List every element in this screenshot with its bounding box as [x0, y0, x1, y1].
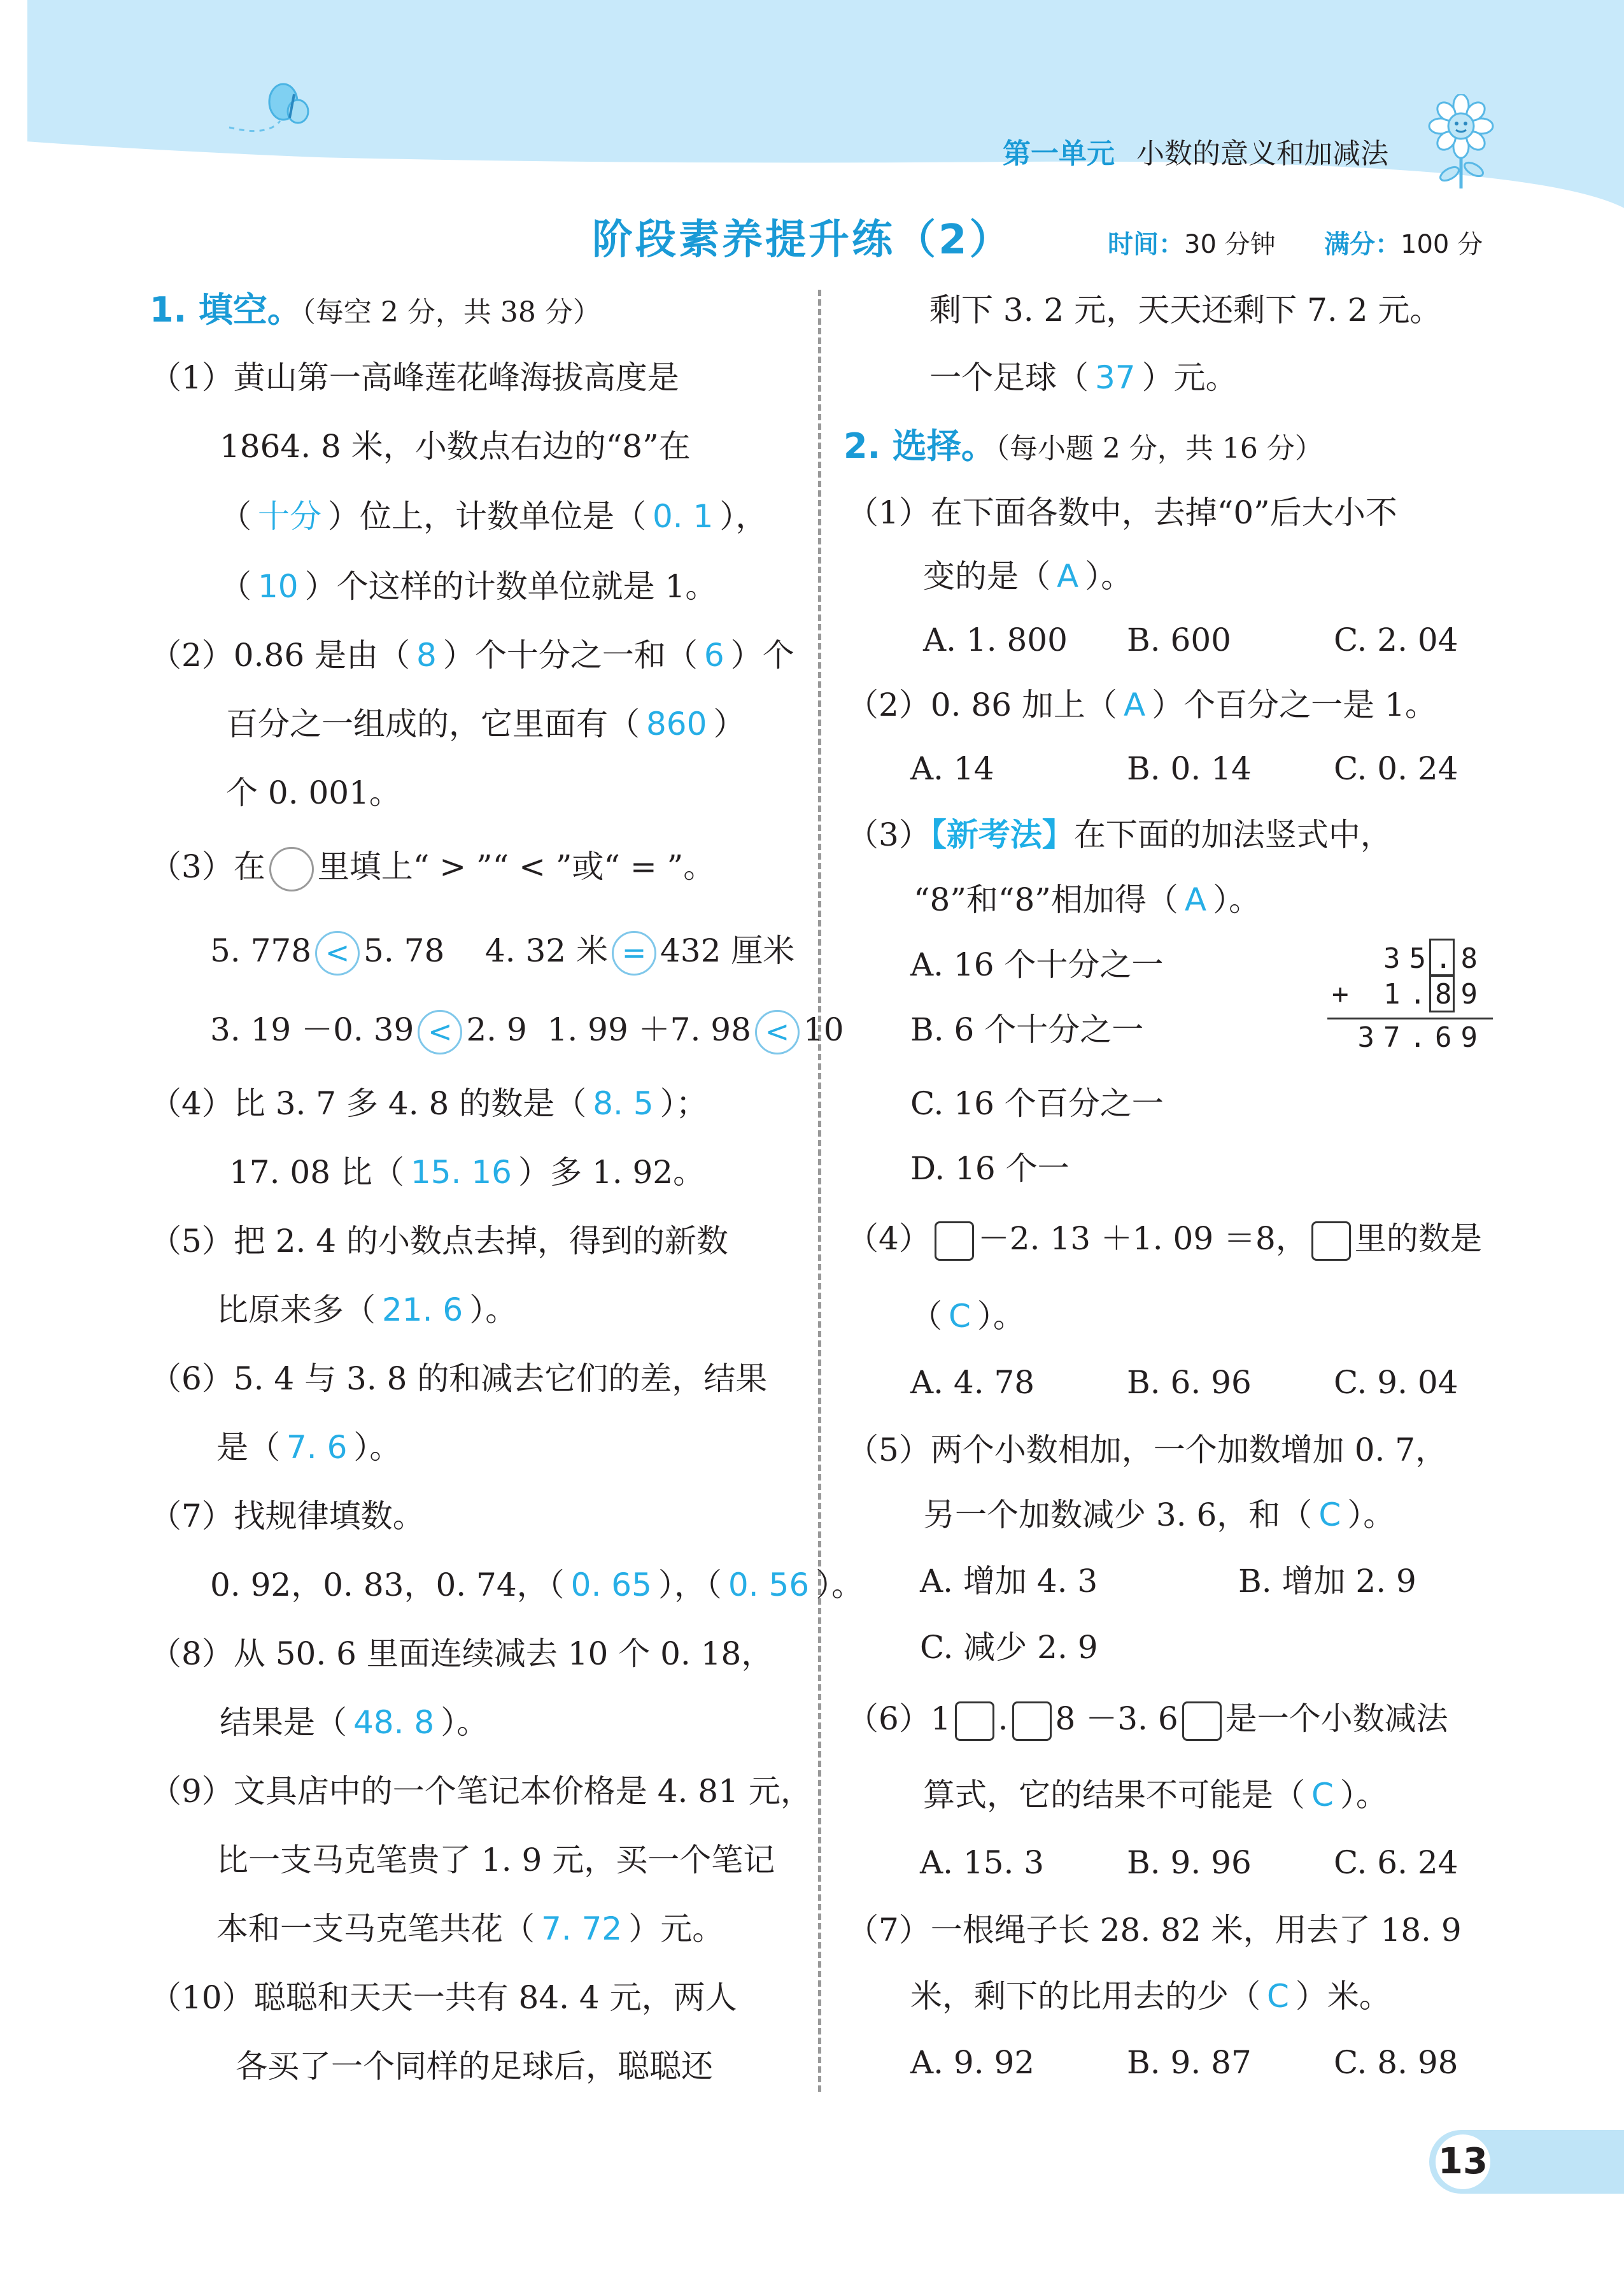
s1-q10-line4: 一个足球（ 37 ）元。 — [929, 359, 1238, 396]
s1-q6-line2: 是（ 7. 6 ）。 — [216, 1429, 402, 1466]
s2-q7-line1: （7）一根绳子长 28. 82 米，用去了 18. 9 — [847, 1912, 1462, 1949]
s2-q3-option-c: C. 16 个百分之一 — [910, 1085, 1164, 1122]
answer: A — [1123, 686, 1146, 723]
s1-q2-line1: （2）0.86 是由（ 8 ）个十分之一和（ 6 ）个 — [150, 637, 794, 674]
s2-q5-line2: 另一个加数减少 3. 6，和（ C ）。 — [923, 1496, 1395, 1533]
compare-circle: < — [418, 1010, 462, 1054]
score-value: 100 分 — [1401, 230, 1483, 259]
s2-q7-option-c: C. 8. 98 — [1334, 2044, 1458, 2081]
s1-q6-line1: （6）5. 4 与 3. 8 的和减去它们的差，结果 — [150, 1360, 768, 1397]
answer: 10 — [258, 568, 299, 605]
vert-row2: + 1.89 — [1332, 978, 1486, 1011]
s2-q6-option-b: B. 9. 96 — [1127, 1844, 1252, 1881]
answer: 15. 16 — [410, 1154, 512, 1191]
s2-q5-option-b: B. 增加 2. 9 — [1238, 1563, 1416, 1600]
answer: C — [1318, 1496, 1341, 1533]
s1-q3-row2: 3. 19 －0. 39 < 2. 9 1. 99 ＋7. 98 < 10 — [210, 1010, 844, 1054]
s1-q10-line3: 剩下 3. 2 元，天天还剩下 7. 2 元。 — [929, 292, 1442, 329]
s1-q5-line1: （5）把 2. 4 的小数点去掉，得到的新数 — [150, 1223, 729, 1260]
s1-q3-row1: 5. 778 < 5. 78 4. 32 米 = 432 厘米 — [210, 931, 794, 976]
s1-q2-line3: 个 0. 001。 — [226, 774, 401, 811]
blank-box — [955, 1701, 994, 1741]
answer: A — [1057, 558, 1079, 595]
s1-q7-line1: （7）找规律填数。 — [150, 1498, 425, 1535]
section2-heading — [844, 426, 1323, 466]
s2-q6-line1: （6）1 . 8 －3. 6 是一个小数减法 — [847, 1701, 1448, 1741]
s2-q3-line2: “8”和“8”相加得（ A ）。 — [914, 881, 1261, 918]
s2-q1-line2: 变的是（ A ）。 — [923, 558, 1133, 595]
blank-box — [1012, 1701, 1052, 1741]
answer: C — [1267, 1978, 1289, 2015]
empty-circle — [269, 847, 314, 891]
answer: 7. 72 — [541, 1910, 623, 1947]
s1-q9-line1: （9）文具店中的一个笔记本价格是 4. 81 元， — [150, 1773, 812, 1810]
answer: 0. 1 — [653, 498, 714, 535]
sunflower-icon — [1423, 94, 1499, 190]
column-divider — [818, 290, 821, 2092]
score-label: 满分： — [1324, 230, 1401, 259]
time-value: 30 分钟 — [1184, 230, 1276, 259]
unit-title: 小数的意义和加减法 — [1136, 138, 1388, 170]
s2-q4-line1: （4） －2. 13 ＋1. 09 ＝8， 里的数是 — [847, 1221, 1482, 1261]
s2-q4-option-c: C. 9. 04 — [1334, 1364, 1458, 1401]
time-label: 时间： — [1108, 230, 1184, 259]
section1-title: 1. 填空。 — [150, 290, 302, 330]
s1-q2-line2: 百分之一组成的，它里面有（ 860 ） — [226, 706, 745, 742]
s1-q1-line2: 1864. 8 米，小数点右边的“8”在 — [220, 428, 691, 465]
s1-q1-line4: （ 10 ）个这样的计数单位就是 1。 — [220, 568, 717, 605]
vert-row3: 37.69 — [1357, 1021, 1486, 1054]
s1-q9-line3: 本和一支马克笔共花（ 7. 72 ）元。 — [216, 1910, 724, 1947]
answer: 8 — [416, 637, 437, 674]
s2-q1-option-c: C. 2. 04 — [1334, 621, 1458, 658]
answer: 21. 6 — [382, 1291, 463, 1328]
s2-q3-option-b: B. 6 个十分之一 — [910, 1011, 1144, 1048]
time-info — [1108, 224, 1276, 260]
s2-q6-option-c: C. 6. 24 — [1334, 1844, 1458, 1881]
s2-q2-option-a: A. 14 — [910, 750, 994, 787]
s2-q3-line1: （3）【新考法】在下面的加法竖式中， — [847, 816, 1392, 853]
s1-q5-line2: 比原来多（ 21. 6 ）。 — [216, 1291, 518, 1328]
s1-q10-line2: 各买了一个同样的足球后，聪聪还 — [236, 2048, 713, 2085]
s2-q4-line2: （ C ）。 — [910, 1298, 1025, 1335]
unit-label: 第一单元 — [1003, 138, 1115, 170]
s1-q1-line1: （1）黄山第一高峰莲花峰海拔高度是 — [150, 359, 679, 396]
s1-q10-line1: （10）聪聪和天天一共有 84. 4 元，两人 — [150, 1979, 737, 2016]
s1-q1-line3: （ 十分 ）位上，计数单位是（ 0. 1 ）， — [220, 498, 768, 535]
digit-box — [1429, 974, 1455, 1012]
answer: 37 — [1095, 359, 1136, 396]
s2-q6-option-a: A. 15. 3 — [920, 1844, 1045, 1881]
butterfly-icon — [223, 83, 318, 134]
s2-q3-option-a: A. 16 个十分之一 — [910, 946, 1164, 983]
s2-q5-option-a: A. 增加 4. 3 — [920, 1563, 1098, 1600]
new-method-tag: 【新考法】 — [930, 816, 1074, 853]
s2-q2-option-c: C. 0. 24 — [1334, 750, 1458, 787]
s1-q3-line1: （3）在 里填上“ > ”“ < ”或“ = ”。 — [150, 847, 715, 891]
answer: 6 — [703, 637, 724, 674]
section2-title: 2. 选择。 — [844, 426, 996, 466]
answer: 0. 56 — [728, 1566, 810, 1603]
page-title: 阶段素养提升练（2） — [592, 217, 1013, 264]
s1-q4-line2: 17. 08 比（ 15. 16 ）多 1. 92。 — [229, 1154, 705, 1191]
s2-q2-line1: （2）0. 86 加上（ A ）个百分之一是 1。 — [847, 686, 1437, 723]
score-info — [1324, 224, 1483, 260]
blank-box — [1182, 1701, 1222, 1741]
digit-box — [1429, 939, 1455, 977]
s2-q7-option-a: A. 9. 92 — [910, 2044, 1035, 2081]
s1-q8-line2: 结果是（ 48. 8 ）。 — [220, 1704, 489, 1741]
answer: 7. 6 — [286, 1429, 348, 1466]
page-number: 13 — [1436, 2134, 1490, 2189]
answer: 8. 5 — [593, 1085, 654, 1122]
s2-q7-line2: 米，剩下的比用去的少（ C ）米。 — [910, 1978, 1391, 2015]
vert-rule — [1327, 1018, 1493, 1019]
section1-heading — [150, 290, 601, 330]
s1-q8-line1: （8）从 50. 6 里面连续减去 10 个 0. 18， — [150, 1635, 773, 1672]
s1-q4-line1: （4）比 3. 7 多 4. 8 的数是（ 8. 5 ）； — [150, 1085, 708, 1122]
compare-circle: = — [612, 931, 656, 976]
blank-box — [1311, 1221, 1351, 1261]
s2-q3-option-d: D. 16 个一 — [910, 1150, 1070, 1187]
answer: 0. 65 — [570, 1566, 652, 1603]
s1-q7-line2: 0. 92，0. 83，0. 74，（ 0. 65 ），（ 0. 56 ）。 — [210, 1566, 864, 1603]
s2-q7-option-b: B. 9. 87 — [1127, 2044, 1252, 2081]
vert-row1: 35.8 — [1383, 942, 1486, 975]
answer: 48. 8 — [353, 1704, 435, 1741]
section2-note: （每小题 2 分，共 16 分） — [995, 432, 1323, 465]
s2-q1-line1: （1）在下面各数中，去掉“0”后大小不 — [847, 494, 1397, 531]
answer: 十分 — [258, 498, 321, 535]
s2-q4-option-a: A. 4. 78 — [910, 1364, 1035, 1401]
answer: A — [1184, 881, 1207, 918]
section1-note: （每空 2 分，共 38 分） — [301, 296, 601, 329]
s2-q5-option-c: C. 减少 2. 9 — [920, 1629, 1098, 1666]
compare-circle: < — [315, 931, 360, 976]
answer: C — [1311, 1777, 1334, 1814]
s2-q5-line1: （5）两个小数相加，一个加数增加 0. 7， — [847, 1431, 1448, 1468]
compare-circle: < — [755, 1010, 800, 1054]
s2-q4-option-b: B. 6. 96 — [1127, 1364, 1252, 1401]
vertical-addition — [1327, 942, 1493, 1057]
blank-box — [935, 1221, 974, 1261]
s1-q9-line2: 比一支马克笔贵了 1. 9 元，买一个笔记 — [216, 1842, 775, 1878]
s2-q1-option-b: B. 600 — [1127, 621, 1231, 658]
answer: 860 — [646, 706, 707, 742]
s2-q6-line2: 算式，它的结果不可能是（ C ）。 — [923, 1777, 1388, 1814]
s2-q1-option-a: A. 1. 800 — [923, 621, 1068, 658]
answer: C — [949, 1298, 971, 1335]
s2-q2-option-b: B. 0. 14 — [1127, 750, 1252, 787]
